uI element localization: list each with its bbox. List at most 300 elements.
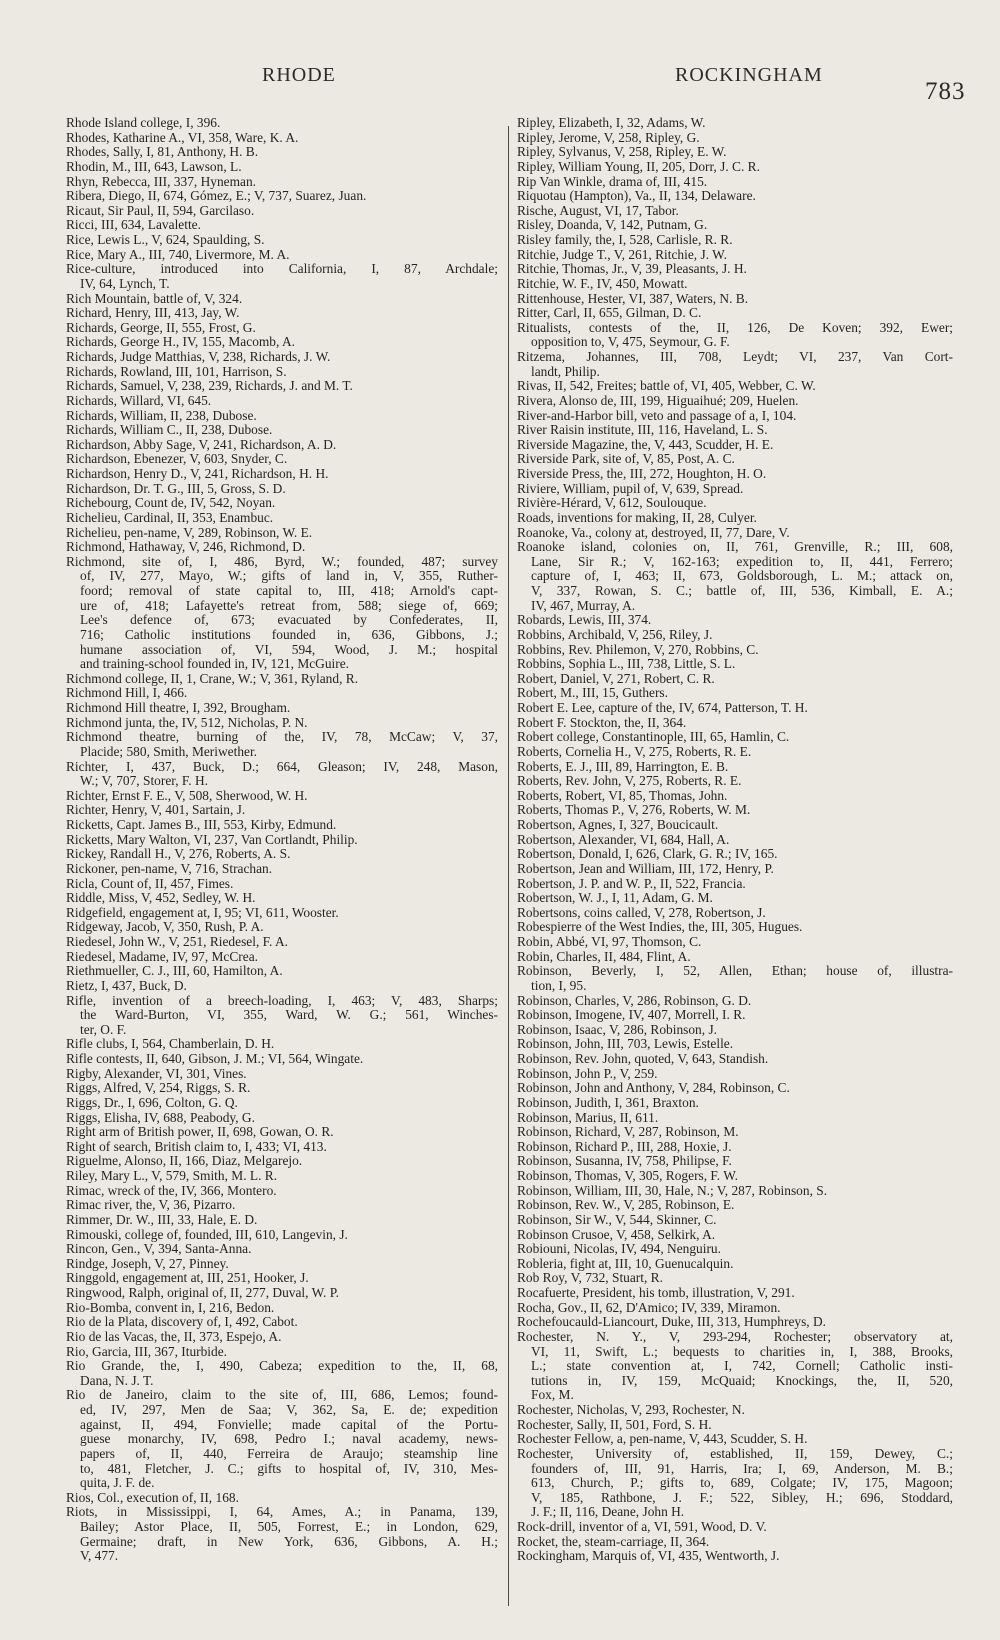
index-entry [517, 1286, 953, 1301]
index-entry [66, 233, 498, 248]
index-entry [66, 204, 498, 219]
index-entry [517, 1301, 953, 1316]
index-entry-line: Dana, N. J. T. [80, 1372, 154, 1388]
index-entry-line: Rochester, Nicholas, V, 293, Rochester, N. [517, 1403, 745, 1417]
index-entry [66, 482, 498, 497]
index-entry-line: against, II, 494, Fonvielle; made capital of the Portu- [80, 1416, 498, 1432]
index-entry-line: Rigby, Alexander, VI, 301, Vines. [66, 1066, 247, 1081]
index-entry-line: Roberts, E. J., III, 89, Harrington, E. B. [517, 759, 729, 774]
index-entry [517, 1169, 953, 1184]
index-entry [517, 628, 953, 643]
index-entry-line: Richmond, site of, I, 486, Byrd, W.; founded, 487; survey [66, 554, 498, 569]
index-entry [66, 1184, 498, 1199]
index-entry [66, 1242, 498, 1257]
index-entry-line: Robertson, W. J., I, 11, Adam, G. M. [517, 891, 713, 906]
index-entry-line: Rimmer, Dr. W., III, 33, Hale, E. D. [66, 1212, 258, 1227]
index-entry-line: Rivas, II, 542, Freites; battle of, VI, 405, Webber, C. W. [517, 379, 816, 394]
index-entry-line: Robertsons, coins called, V, 278, Robertson, J. [517, 905, 766, 920]
index-entry-line: Riviere, William, pupil of, V, 639, Spread. [517, 481, 744, 496]
index-entry [517, 1535, 953, 1550]
index-entry-line: Ripley, Sylvanus, V, 258, Ripley, E. W. [517, 145, 727, 160]
index-entry [517, 774, 953, 789]
index-entry [66, 1330, 498, 1345]
index-entry-line: Ritchie, Judge T., V, 261, Ritchie, J. W. [517, 247, 727, 262]
index-entry-line: Robinson, John P., V, 259. [517, 1066, 658, 1081]
index-entry [66, 496, 498, 511]
index-entry [517, 964, 953, 993]
index-entry-line: Robertson, J. P. and W. P., II, 522, Francia. [517, 876, 746, 891]
index-entry-line: Ringwood, Ralph, original of, II, 277, Duval, W. P. [66, 1286, 340, 1300]
index-entry-line: Robards, Lewis, III, 374. [517, 613, 652, 628]
index-entry [517, 935, 953, 950]
index-entry [66, 1125, 498, 1140]
index-entry [66, 1286, 498, 1301]
index-entry-line: IV, 64, Lynch, T. [80, 275, 170, 291]
index-entry-line: Rietz, I, 437, Buck, D. [66, 978, 187, 993]
index-entry [66, 1257, 498, 1272]
index-entry-line: Rimac river, the, V, 36, Pizarro. [66, 1198, 236, 1213]
index-entry [66, 760, 498, 789]
index-entry-line: Riots, in Mississippi, I, 64, Ames, A.; in Panama, 139, [66, 1505, 498, 1520]
index-entry-line: and training-school founded in, IV, 121, McGuire. [80, 656, 350, 672]
index-entry [66, 1154, 498, 1169]
index-entry [66, 994, 498, 1038]
index-entry-line: Riguelme, Alonso, II, 166, Diaz, Melgarejo. [66, 1154, 303, 1169]
page-number: 783 [925, 78, 966, 105]
index-entry-line: Robbins, Archibald, V, 256, Riley, J. [517, 627, 713, 642]
index-entry [66, 262, 498, 291]
index-entry-line: Roberts, Robert, VI, 85, Thomas, John. [517, 788, 728, 803]
index-entry-line: Ritzema, Johannes, III, 708, Leydt; VI, 237, Van Cort- [517, 350, 953, 364]
index-entry-line: Richards, Rowland, III, 101, Harrison, S. [66, 364, 287, 379]
index-entry-line: Riggs, Elisha, IV, 688, Peabody, G. [66, 1110, 255, 1125]
index-entry-line: Ripley, Jerome, V, 258, Ripley, G. [517, 130, 700, 145]
index-entry-line: Ripley, Elizabeth, I, 32, Adams, W. [517, 116, 706, 130]
index-entry [517, 950, 953, 965]
index-entry-line: River-and-Harbor bill, veto and passage of a, I, 104. [517, 408, 797, 423]
left-column [66, 116, 498, 1564]
index-entry-line: Lee's defence of, 673; evacuated by Confederates, II, [80, 612, 498, 628]
index-entry-line: Rio de las Vacas, the, II, 373, Espejo, A. [66, 1329, 282, 1344]
index-entry [517, 818, 953, 833]
index-entry [517, 760, 953, 775]
index-entry [66, 1271, 498, 1286]
index-entry [517, 1067, 953, 1082]
index-entry-line: Ricketts, Mary Walton, VI, 237, Van Cortlandt, Philip. [66, 832, 358, 847]
index-entry-line: Robertson, Agnes, I, 327, Boucicault. [517, 818, 719, 832]
index-entry-line: Robertson, Donald, I, 626, Clark, G. R.; IV, 165. [517, 847, 778, 862]
index-entry-line: Robinson, Rev. W., V, 285, Robinson, E. [517, 1198, 735, 1213]
index-entry-line: Germaine; draft, in New York, 636, Gibbons, A. H.; [80, 1533, 498, 1549]
index-entry-line: Richmond Hill, I, 466. [66, 686, 188, 701]
index-entry-line: Robin, Abbé, VI, 97, Thomson, C. [517, 935, 702, 949]
index-entry [517, 862, 953, 877]
index-entry-line: V, 337, Rowan, S. C.; battle of, III, 536, Kimball, E. A.; [531, 583, 953, 598]
index-entry-line: Rickey, Randall H., V, 276, Roberts, A. S. [66, 847, 291, 862]
index-entry-line: Robert F. Stockton, the, II, 364. [517, 715, 687, 730]
index-entry-line: Richards, Samuel, V, 238, 239, Richards, J. and M. T. [66, 379, 353, 394]
index-entry-line: founders of, III, 91, Harris, Ira; I, 69, Anderson, M. B.; [531, 1460, 953, 1476]
index-entry-line: Rockingham, Marquis of, VI, 435, Wentworth, J. [517, 1549, 780, 1564]
index-entry [517, 131, 953, 146]
index-entry-line: Rivera, Alonso de, III, 199, Higuaihué; 209, Huelen. [517, 393, 799, 408]
index-entry-line: Ricci, III, 634, Lavalette. [66, 218, 201, 233]
index-entry [517, 452, 953, 467]
index-entry-line: Ritchie, Thomas, Jr., V, 39, Pleasants, J. H. [517, 262, 747, 277]
index-entry-line: papers of, II, 440, Ferreira de Araujo; steamship line [80, 1445, 498, 1461]
index-entry-line: VI, 11, Swift, L.; bequests to charities in, I, 388, Brooks, [531, 1343, 953, 1359]
index-entry [66, 540, 498, 555]
index-entry-line: Rochefoucauld-Liancourt, Duke, III, 313, Humphreys, D. [517, 1315, 827, 1330]
index-entry-line: Rimouski, college of, founded, III, 610, Langevin, J. [66, 1227, 348, 1242]
index-entry-line: Rice-culture, introduced into California, I, 87, Archdale; [66, 262, 498, 277]
index-entry-line: Robbins, Sophia L., III, 738, Little, S. L. [517, 657, 736, 672]
index-entry [517, 204, 953, 219]
index-entry [517, 189, 953, 204]
index-entry [66, 379, 498, 394]
index-entry-line: River Raisin institute, III, 116, Haveland, L. S. [517, 423, 768, 438]
index-entry-line: Robespierre of the West Indies, the, III, 305, Hugues. [517, 920, 803, 935]
index-entry-line: capture of, I, 463; II, 673, Goldsborough, L. M.; attack on, [531, 568, 953, 584]
index-entry-line: Robinson, Rev. John, quoted, V, 643, Standish. [517, 1052, 769, 1066]
index-entry-line: tutions in, IV, 159, McQuaid; Knockings, the, II, 520, [531, 1372, 953, 1388]
index-entry-line: 716; Catholic institutions founded in, 636, Gibbons, J.; [80, 626, 498, 642]
index-entry-line: Rivière-Hérard, V, 612, Soulouque. [517, 496, 707, 511]
index-entry [66, 160, 498, 175]
index-entry-line: Rice, Mary A., III, 740, Livermore, M. A. [66, 247, 290, 262]
index-entry [66, 1301, 498, 1316]
index-entry-line: Robinson, Charles, V, 286, Robinson, G. D. [517, 993, 752, 1008]
index-entry [66, 1228, 498, 1243]
index-entry [66, 979, 498, 994]
index-entry-line: Roads, inventions for making, II, 28, Culyer. [517, 510, 757, 525]
index-entry-line: Rincon, Gen., V, 394, Santa-Anna. [66, 1242, 252, 1257]
index-entry-line: Robinson, Judith, I, 361, Braxton. [517, 1095, 699, 1110]
index-entry [517, 540, 953, 613]
index-entry [517, 1257, 953, 1272]
index-entry [517, 1096, 953, 1111]
index-entry-line: Robinson, John and Anthony, V, 284, Robinson, C. [517, 1081, 790, 1096]
index-entry-line: Richter, Ernst F. E., V, 508, Sherwood, W. H. [66, 788, 308, 803]
index-entry [517, 1008, 953, 1023]
index-entry-line: Robinson Crusoe, V, 458, Selkirk, A. [517, 1227, 716, 1242]
index-entry-line: Ringgold, engagement at, III, 251, Hooker, J. [66, 1271, 309, 1286]
index-entry-line: Richardson, Ebenezer, V, 603, Snyder, C. [66, 452, 288, 467]
index-entry [66, 394, 498, 409]
index-entry-line: Riverside Magazine, the, V, 443, Scudder, H. E. [517, 437, 774, 452]
running-head-left: RHODE [262, 64, 336, 86]
index-entry [517, 248, 953, 263]
index-entry-line: Riethmueller, C. J., III, 60, Hamilton, A. [66, 964, 283, 979]
index-entry-line: Robbins, Rev. Philemon, V, 270, Robbins, C. [517, 642, 759, 657]
index-entry [517, 1432, 953, 1447]
index-entry-line: Robert E. Lee, capture of the, IV, 674, Patterson, T. H. [517, 701, 808, 715]
index-entry-line: Richelieu, Cardinal, II, 353, Enambuc. [66, 510, 274, 525]
index-entry [66, 730, 498, 759]
index-entry [517, 686, 953, 701]
index-entry [66, 935, 498, 950]
index-entry-line: W.; V, 707, Storer, F. H. [80, 773, 208, 789]
index-entry [66, 906, 498, 921]
index-entry [66, 1111, 498, 1126]
index-entry-line: Roberts, Rev. John, V, 275, Roberts, R. E. [517, 774, 742, 789]
index-entry-line: Richelieu, pen-name, V, 289, Robinson, W. E. [66, 525, 313, 540]
index-entry [66, 1140, 498, 1155]
index-entry [517, 1111, 953, 1126]
index-entry [517, 994, 953, 1009]
index-entry-line: Riley, Mary L., V, 579, Smith, M. L. R. [66, 1169, 278, 1183]
index-entry-line: to, 481, Fletcher, J. C.; gifts to hospital of, IV, 310, Mes- [80, 1460, 498, 1476]
index-entry [66, 511, 498, 526]
index-entry [517, 672, 953, 687]
index-entry-line: L.; state convention at, I, 742, Cornell; Catholic insti- [531, 1358, 953, 1374]
index-entry [66, 701, 498, 716]
index-entry-line: IV, 467, Murray, A. [531, 597, 636, 613]
index-entry [66, 321, 498, 336]
index-entry-line: Rio de la Plata, discovery of, I, 492, Cabot. [66, 1315, 298, 1330]
index-entry [66, 423, 498, 438]
index-entry-line: Richardson, Abby Sage, V, 241, Richardson, A. D. [66, 437, 337, 452]
index-entry [66, 1198, 498, 1213]
index-entry [517, 277, 953, 292]
index-entry-line: Rio Grande, the, I, 490, Cabeza; expedition to the, II, 68, [66, 1359, 498, 1374]
index-entry [517, 1023, 953, 1038]
index-entry-line: Rindge, Joseph, V, 27, Pinney. [66, 1256, 229, 1271]
index-entry [517, 1213, 953, 1228]
index-entry-line: Ricla, Count of, II, 457, Fimes. [66, 876, 234, 891]
index-entry [66, 1359, 498, 1388]
index-entry-line: Placide; 580, Smith, Meriwether. [80, 743, 258, 759]
index-entry [517, 877, 953, 892]
index-entry [517, 423, 953, 438]
index-entry [66, 335, 498, 350]
index-entry [517, 1315, 953, 1330]
index-entry [517, 1549, 953, 1564]
index-entry-line: ure of, 418; Lafayette's retreat from, 588; siege of, 669; [80, 597, 498, 613]
index-entry-line: Rhodes, Katharine A., VI, 358, Ware, K. A. [66, 130, 299, 145]
index-entry-line: Robinson, Susanna, IV, 758, Philipse, F. [517, 1154, 732, 1169]
index-entry [66, 833, 498, 848]
index-entry-line: Rios, Col., execution of, II, 168. [66, 1490, 239, 1505]
index-entry-line: Robert, Daniel, V, 271, Robert, C. R. [517, 671, 715, 686]
index-entry [66, 672, 498, 687]
index-entry [66, 555, 498, 672]
index-entry-line: Rip Van Winkle, drama of, III, 415. [517, 174, 708, 189]
index-entry [517, 1198, 953, 1213]
index-entry [517, 511, 953, 526]
index-entry [66, 189, 498, 204]
index-entry [517, 409, 953, 424]
index-entry [517, 906, 953, 921]
index-entry-line: Rifle, invention of a breech-loading, I, 463; V, 483, Sharps; [66, 993, 498, 1008]
index-entry-line: Fox, M. [531, 1387, 574, 1403]
index-entry-line: Roanoke island, colonies on, II, 761, Grenville, R.; III, 608, [517, 540, 953, 555]
index-entry-line: Ricketts, Capt. James B., III, 553, Kirby, Edmund. [66, 818, 337, 832]
index-entry-line: Rock-drill, inventor of a, VI, 591, Wood, D. V. [517, 1520, 767, 1534]
index-entry-line: Robinson, Sir W., V, 544, Skinner, C. [517, 1212, 717, 1227]
index-entry [66, 467, 498, 482]
index-entry [66, 306, 498, 321]
index-entry [66, 1081, 498, 1096]
index-entry-line: Richter, I, 437, Buck, D.; 664, Gleason; IV, 248, Mason, [66, 759, 498, 774]
index-entry-line: opposition to, V, 475, Seymour, G. F. [531, 334, 730, 350]
index-entry-line: Richter, Henry, V, 401, Sartain, J. [66, 803, 246, 818]
index-entry [517, 379, 953, 394]
index-entry [517, 1037, 953, 1052]
index-entry-line: Robinson, Richard, V, 287, Robinson, M. [517, 1125, 739, 1140]
index-entry-line: Rice, Lewis L., V, 624, Spaulding, S. [66, 233, 265, 247]
index-entry [66, 920, 498, 935]
index-entry [66, 1037, 498, 1052]
index-entry-line: Ribera, Diego, II, 674, Gómez, E.; V, 737, Suarez, Juan. [66, 189, 367, 204]
index-entry [66, 1345, 498, 1360]
index-entry [517, 847, 953, 862]
index-entry-line: Right arm of British power, II, 698, Gowan, O. R. [66, 1125, 334, 1140]
index-entry [66, 175, 498, 190]
index-entry-line: Rochester, Sally, II, 501, Ford, S. H. [517, 1417, 712, 1432]
index-entry [66, 131, 498, 146]
index-entry-line: Rifle clubs, I, 564, Chamberlain, D. H. [66, 1037, 275, 1052]
index-entry [517, 218, 953, 233]
index-entry [66, 686, 498, 701]
index-entry-line: Rochester Fellow, a, pen-name, V, 443, Scudder, S. H. [517, 1432, 808, 1447]
index-entry-line: Risley, Doanda, V, 142, Putnam, G. [517, 218, 708, 233]
index-entry-line: Risley family, the, I, 528, Carlisle, R. R. [517, 233, 733, 247]
index-entry [517, 116, 953, 131]
index-entry [66, 862, 498, 877]
index-entry-line: Robleria, fight at, III, 10, Guenucalquin. [517, 1256, 734, 1271]
index-entry [517, 1242, 953, 1257]
index-entry-line: Rifle contests, II, 640, Gibson, J. M.; VI, 564, Wingate. [66, 1052, 364, 1066]
index-entry [517, 321, 953, 350]
index-entry [66, 789, 498, 804]
index-entry-line: guese monarchy, IV, 698, Pedro I.; naval academy, news- [80, 1431, 498, 1447]
index-entry [66, 1315, 498, 1330]
index-entry [517, 1447, 953, 1520]
index-entry-line: Roberts, Thomas P., V, 276, Roberts, W. M. [517, 803, 751, 818]
index-entry-line: foord; removal of state capital to, III, 418; Arnold's capt- [80, 583, 498, 598]
index-entry [517, 920, 953, 935]
index-entry [517, 1154, 953, 1169]
index-entry-line: Rickoner, pen-name, V, 716, Strachan. [66, 861, 273, 876]
index-entry-line: Riedesel, Madame, IV, 97, McCrea. [66, 949, 259, 964]
index-entry [517, 1081, 953, 1096]
index-entry [66, 1067, 498, 1082]
index-entry [517, 833, 953, 848]
index-entry-line: Riddle, Miss, V, 452, Sedley, W. H. [66, 891, 256, 906]
index-entry-line: Richards, George, II, 555, Frost, G. [66, 320, 256, 335]
index-entry-line: Ritter, Carl, II, 655, Gilman, D. C. [517, 306, 702, 321]
index-entry [66, 803, 498, 818]
index-entry-line: Ricaut, Sir Paul, II, 594, Garcilaso. [66, 203, 255, 218]
index-entry-line: Rhodin, M., III, 643, Lawson, L. [66, 159, 242, 174]
index-entry-line: Rocha, Gov., II, 62, D'Amico; IV, 339, Miramon. [517, 1300, 781, 1315]
column-rule [508, 126, 509, 1606]
index-entry-line: Robiouni, Nicolas, IV, 494, Nenguiru. [517, 1242, 721, 1257]
index-entry-line: Richmond junta, the, IV, 512, Nicholas, P. N. [66, 715, 308, 730]
index-entry-line: of, IV, 277, Mayo, W.; gifts of land in, V, 355, Ruther- [80, 568, 498, 584]
index-entry-line: Robinson, Marius, II, 611. [517, 1110, 659, 1125]
index-entry [66, 818, 498, 833]
index-entry [517, 1228, 953, 1243]
index-entry [517, 1418, 953, 1433]
index-entry-line: Rochester, University of, established, II, 159, Dewey, C.; [517, 1446, 953, 1461]
index-entry-line: Robert, M., III, 15, Guthers. [517, 686, 668, 701]
index-entry-line: V, 185, Rathbone, J. F.; 522, Sibley, H.; 696, Stoddard, [531, 1489, 953, 1505]
index-entry-line: Rische, August, VI, 17, Tabor. [517, 203, 679, 218]
index-entry [517, 1271, 953, 1286]
index-entry [517, 438, 953, 453]
index-entry-line: Ritualists, contests of the, II, 126, De Koven; 392, Ewer; [517, 320, 953, 335]
index-entry [66, 116, 498, 131]
index-entry [66, 1505, 498, 1564]
index-entry [66, 350, 498, 365]
index-entry-line: Ridgeway, Jacob, V, 350, Rush, P. A. [66, 920, 264, 935]
index-entry [66, 248, 498, 263]
index-entry [517, 482, 953, 497]
index-entry-line: Ripley, William Young, II, 205, Dorr, J. C. R. [517, 159, 760, 174]
index-entry [517, 701, 953, 716]
index-entry-line: Robertson, Alexander, VI, 684, Hall, A. [517, 832, 730, 847]
index-entry [66, 409, 498, 424]
index-entry-line: Rio, Garcia, III, 367, Iturbide. [66, 1344, 228, 1359]
index-entry [517, 467, 953, 482]
index-entry [66, 292, 498, 307]
index-entry-line: Robinson, Isaac, V, 286, Robinson, J. [517, 1022, 718, 1037]
index-entry-line: Robin, Charles, II, 484, Flint, A. [517, 949, 691, 964]
index-entry-line: the Ward-Burton, VI, 355, Ward, W. G.; 561, Winches- [80, 1007, 498, 1023]
index-entry [517, 803, 953, 818]
running-head-right: ROCKINGHAM [675, 64, 823, 86]
index-entry-line: V, 477. [80, 1548, 119, 1564]
index-entry [66, 365, 498, 380]
index-entry-line: Richebourg, Count de, IV, 542, Noyan. [66, 496, 276, 511]
index-entry [517, 1052, 953, 1067]
index-entry [517, 145, 953, 160]
index-entry [517, 1140, 953, 1155]
index-entry [517, 306, 953, 321]
index-entry-line: Rittenhouse, Hester, VI, 387, Waters, N. B. [517, 291, 749, 306]
index-entry-line: Rob Roy, V, 732, Stuart, R. [517, 1271, 663, 1286]
index-entry [517, 1403, 953, 1418]
index-entry-line: Richardson, Dr. T. G., III, 5, Gross, S. D. [66, 481, 286, 496]
index-entry [66, 1388, 498, 1490]
index-entry-line: Rimac, wreck of the, IV, 366, Montero. [66, 1183, 277, 1198]
index-entry-line: Riverside Press, the, III, 272, Houghton, H. O. [517, 467, 767, 481]
index-entry [517, 613, 953, 628]
index-entry-line: Richmond theatre, burning of the, IV, 78, McCaw; V, 37, [66, 730, 498, 745]
index-entry [517, 394, 953, 409]
right-column [517, 116, 953, 1564]
index-entry-line: Rocafuerte, President, his tomb, illustration, V, 291. [517, 1286, 795, 1300]
index-entry [517, 1520, 953, 1535]
index-entry [66, 891, 498, 906]
index-entry-line: Richmond, Hathaway, V, 246, Richmond, D. [66, 540, 306, 555]
index-entry [517, 716, 953, 731]
index-entry [517, 657, 953, 672]
index-entry [66, 1052, 498, 1067]
index-entry-line: Ridgefield, engagement at, I, 95; VI, 611, Wooster. [66, 905, 339, 920]
index-entry [517, 292, 953, 307]
index-entry-line: Rocket, the, steam-carriage, II, 364. [517, 1534, 710, 1549]
index-entry [517, 160, 953, 175]
index-entry-line: Richmond Hill theatre, I, 392, Brougham. [66, 701, 291, 715]
index-entry-line: Rochester, N. Y., V, 293-294, Rochester; observatory at, [517, 1329, 953, 1344]
index-entry-line: quita, J. F. de. [80, 1475, 155, 1491]
index-entry-line: Robinson, Thomas, V, 305, Rogers, F. W. [517, 1169, 739, 1183]
index-entry [66, 877, 498, 892]
index-entry-line: Roberts, Cornelia H., V, 275, Roberts, R. E. [517, 744, 752, 759]
